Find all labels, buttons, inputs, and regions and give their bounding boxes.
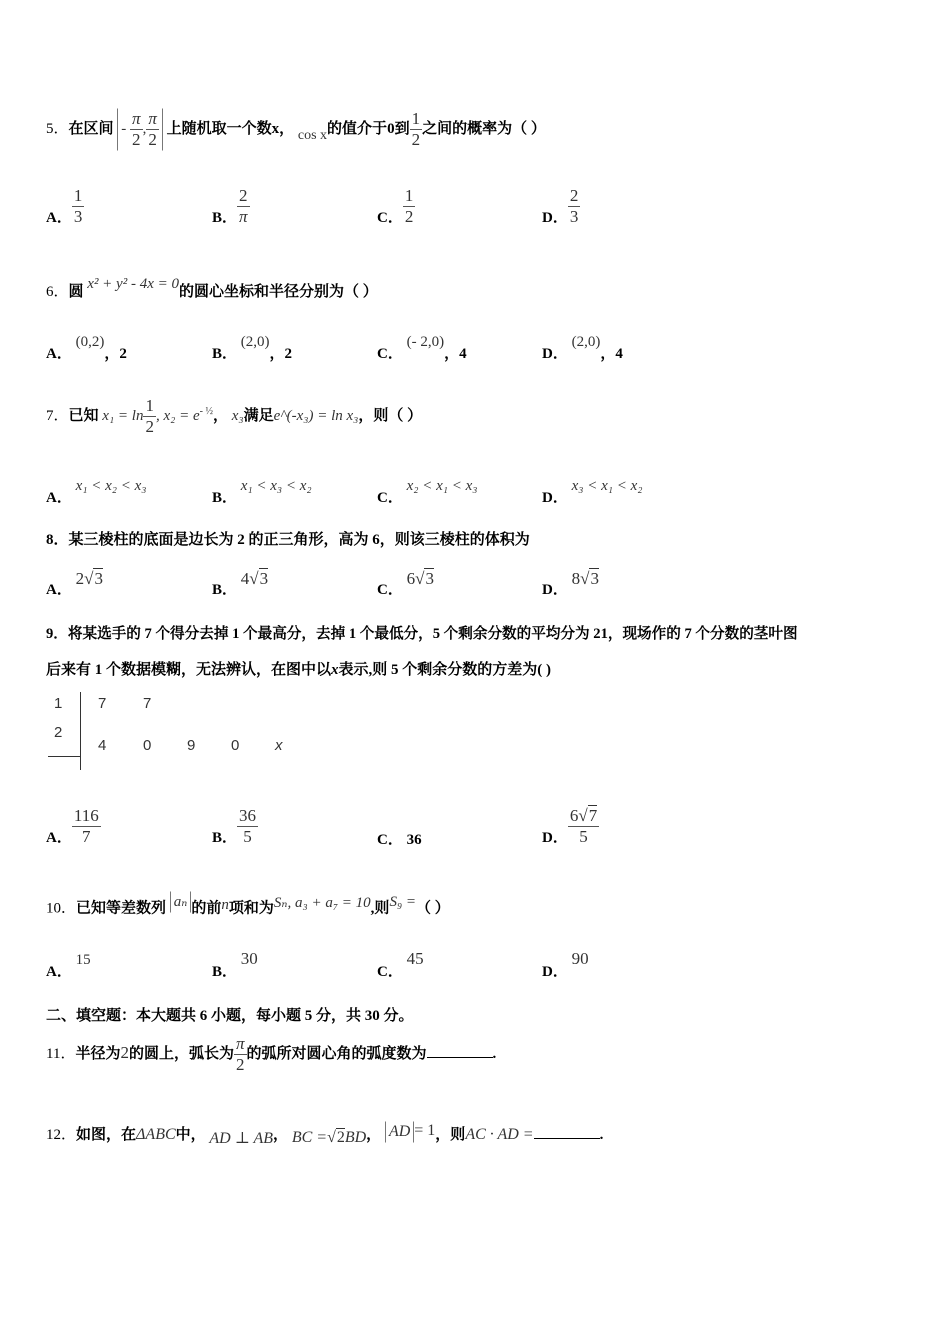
sum-condition: Sₙ, a₃ + a₇ = 10 [273, 895, 371, 912]
q12-pre: 如图，在 [76, 1127, 137, 1143]
option-label: A． [46, 346, 72, 362]
q10-post2: 项和为 [228, 900, 274, 917]
option-b[interactable] [212, 948, 258, 980]
numerator: 36 [239, 806, 257, 825]
option-d[interactable] [542, 806, 599, 847]
question-8: 8．某三棱柱的底面是边长为 2 的正三角形，高为 6，则该三棱柱的体积为 [46, 532, 530, 548]
q10-post1: 的前 [191, 900, 222, 917]
option-label: A． [46, 829, 72, 846]
stem-leaf-plot [46, 692, 306, 772]
denominator: 2 [146, 129, 159, 150]
coefficient: 2 [75, 569, 85, 588]
question-12 [46, 1124, 603, 1147]
option-label: B． [212, 964, 238, 980]
option-label: A． [46, 209, 72, 226]
leaf: 0 [143, 737, 152, 754]
q7-sat: 满足 [243, 407, 274, 424]
q12-then: ，则 [435, 1127, 466, 1143]
x2-exponent: - ½ [199, 405, 213, 417]
numerator: π [148, 109, 157, 128]
option-d[interactable] [542, 568, 599, 598]
option-label: C． [377, 832, 403, 848]
option-label: D． [542, 582, 568, 598]
option-b[interactable] [212, 186, 250, 227]
numerator: 6√7 [569, 806, 598, 825]
numerator: 1 [145, 396, 154, 415]
numerator: 116 [73, 806, 99, 825]
radius: ，2 [269, 346, 293, 362]
option-c[interactable] [377, 186, 415, 227]
denominator: 2 [411, 130, 421, 149]
option-label: C． [377, 490, 403, 506]
q12-ad-eq: = 1 [414, 1122, 436, 1139]
fraction [143, 396, 156, 437]
coordinate: (2,0) [571, 334, 601, 350]
stem-divider [80, 692, 81, 770]
perpendicular: AD ⊥ AB [209, 1130, 274, 1147]
q10-pre: 已知等差数列 [76, 900, 167, 917]
numerator: π [132, 109, 141, 128]
q7-comma: ， [212, 407, 228, 424]
option-value: 36 [406, 832, 422, 848]
stem-underline [48, 756, 80, 757]
option-d[interactable] [542, 330, 623, 362]
numerator: 1 [73, 186, 83, 205]
sqrt-sign: √ [327, 1129, 336, 1146]
option-label: A． [46, 964, 72, 980]
q12-bd: BD [344, 1129, 367, 1146]
coordinate: (0,2) [75, 334, 105, 350]
comma: , [142, 120, 147, 137]
option-d[interactable] [542, 948, 589, 980]
denominator: 2 [145, 417, 154, 436]
coefficient: 8 [571, 569, 581, 588]
q10-post4: （ ） [416, 900, 450, 917]
fraction [72, 806, 101, 847]
question-6 [46, 276, 378, 302]
option-value: 45 [406, 949, 424, 968]
fraction [403, 186, 416, 227]
fraction [234, 1034, 247, 1075]
q12-mid1: 中， [175, 1127, 206, 1143]
sequence: aₙ [170, 891, 192, 913]
q9-line2-a: 后来有 1 个数据模糊，无法辨认，在图中以 [46, 662, 332, 678]
fraction [237, 186, 250, 227]
cos-expr: cos x [297, 127, 328, 143]
fraction [130, 109, 143, 150]
option-label: C． [377, 964, 403, 980]
option-label: C． [377, 582, 403, 598]
q5-post1: 的值介于 [327, 120, 388, 137]
leaf: 7 [143, 695, 152, 712]
option-label: A． [46, 582, 72, 598]
option-d[interactable] [542, 474, 643, 506]
x1-expr: x₁ = ln [102, 407, 144, 424]
coordinate: (2,0) [240, 334, 270, 350]
q6-post: 的圆心坐标和半径分别为（ ） [179, 284, 378, 300]
order-expr: x₁ < x₂ < x₃ [75, 478, 147, 494]
radicand: 3 [259, 569, 269, 588]
coordinate: (- 2,0) [406, 334, 445, 350]
section-heading: 二、填空题：本大题共 6 小题，每小题 5 分，共 30 分。 [46, 1008, 414, 1024]
stem-2: 2 [54, 724, 63, 741]
x3-var: x₃ [231, 407, 244, 424]
denominator: 2 [130, 129, 143, 150]
fraction [568, 806, 599, 847]
option-c[interactable] [377, 568, 434, 598]
option-label: D． [542, 829, 568, 846]
option-c[interactable] [377, 330, 467, 362]
circle-equation: x² + y² - 4x = 0 [87, 276, 179, 292]
question-10 [46, 894, 450, 920]
radicand: 3 [425, 569, 434, 588]
denominator: 5 [237, 826, 258, 847]
numerator: 1 [411, 109, 421, 128]
option-value: 15 [75, 952, 91, 968]
option-label: D． [542, 346, 568, 362]
leaf-unknown: x [275, 737, 283, 754]
sqrt-sign: √ [84, 569, 94, 588]
option-a[interactable] [46, 330, 127, 362]
q9-line2-x: x [331, 662, 339, 678]
option-label: D． [542, 209, 568, 226]
question-number: 12． [46, 1127, 77, 1143]
fraction [568, 186, 581, 227]
radicand: 3 [590, 569, 599, 588]
leaf: 7 [98, 695, 107, 712]
numerator: 2 [569, 186, 579, 205]
option-label: D． [542, 490, 568, 506]
radius: ，2 [104, 346, 127, 362]
question-11 [46, 1034, 496, 1075]
x2-expr: , x₂ = e [155, 407, 200, 424]
coefficient: 6 [569, 806, 579, 825]
dot-product: AC · AD = [465, 1126, 534, 1143]
s9-expr: S₉ = [389, 894, 417, 911]
denominator: 5 [568, 826, 599, 847]
option-label: B． [212, 490, 238, 506]
q12-bc: BC = [291, 1129, 328, 1146]
x3-equation: e^(-x₃) = ln x₃ [273, 407, 359, 424]
denominator: 2 [404, 207, 414, 226]
option-c[interactable] [377, 828, 422, 849]
numerator: 2 [239, 186, 248, 205]
question-number: 10． [46, 900, 77, 917]
sqrt-sign: √ [249, 569, 259, 588]
option-a[interactable] [46, 474, 147, 506]
denominator: 7 [72, 826, 101, 847]
option-a[interactable] [46, 568, 103, 598]
q12-c2: ， [366, 1127, 382, 1143]
question-number: 5． [46, 120, 69, 137]
radius: ，4 [444, 346, 467, 362]
answer-blank[interactable] [534, 1124, 600, 1139]
leaf: 9 [187, 737, 196, 754]
option-a[interactable] [46, 948, 91, 980]
q5-to: 到 [394, 120, 410, 137]
option-label: B． [212, 209, 238, 226]
question-9-line1: 9．将某选手的 7 个得分去掉 1 个最高分，去掉 1 个最低分，5 个剩余分数的平均分为 21，现场作的 7 个分数的茎叶图 [46, 626, 798, 642]
option-value: 30 [240, 949, 258, 968]
denominator: 2 [234, 1054, 247, 1075]
option-c[interactable] [377, 474, 478, 506]
numerator: 1 [404, 186, 414, 205]
stem-1: 1 [54, 695, 63, 712]
q11-end: . [492, 1045, 497, 1062]
fraction [146, 109, 159, 150]
option-label: A． [46, 490, 72, 506]
fraction [72, 186, 85, 227]
q10-n: n [221, 897, 229, 914]
option-label: B． [212, 829, 238, 846]
numerator: π [235, 1034, 245, 1053]
option-b[interactable] [212, 330, 293, 362]
sqrt-sign: √ [415, 569, 425, 588]
option-label: B． [212, 346, 238, 362]
question-number: 7． [46, 407, 69, 424]
q6-pre: 圆 [68, 284, 84, 300]
q5-post2: 之间的概率为（ ） [422, 120, 546, 137]
q9-line2-b: 表示,则 5 个剩余分数的方差为( ) [338, 662, 552, 678]
order-expr: x₃ < x₁ < x₂ [571, 478, 643, 494]
q11-pre: 半径为 [75, 1045, 121, 1062]
q12-c1: ， [273, 1127, 289, 1143]
interval [117, 108, 163, 151]
coefficient: 6 [406, 569, 416, 588]
q10-post3: ,则 [370, 900, 390, 917]
q12-sqrt: 2 [336, 1129, 345, 1146]
coefficient: 4 [240, 569, 250, 588]
option-a[interactable] [46, 186, 84, 227]
q5-zero: 0 [387, 120, 395, 137]
radius: ，4 [600, 346, 623, 362]
option-b[interactable] [212, 806, 258, 847]
q11-mid: 的圆上，弧长为 [128, 1045, 234, 1062]
question-number: 6． [46, 284, 69, 300]
minus-sign: - [121, 120, 127, 137]
denominator: π [239, 207, 248, 226]
option-c[interactable] [377, 948, 424, 980]
q5-var: x， [271, 120, 295, 137]
q7-pre: 已知 [68, 407, 99, 424]
option-label: C． [377, 346, 403, 362]
question-number: 11． [46, 1045, 76, 1062]
option-a[interactable] [46, 806, 101, 847]
option-b[interactable] [212, 474, 312, 506]
q5-mid: 上随机取一个数 [166, 120, 272, 137]
triangle: ΔABC [136, 1126, 176, 1143]
radicand: 3 [94, 569, 103, 588]
q11-post: 的弧所对圆心角的弧度数为 [246, 1045, 427, 1062]
sqrt-sign: √ [580, 569, 590, 588]
question-5 [46, 108, 546, 151]
q12-end: . [599, 1127, 604, 1143]
option-label: B． [212, 582, 238, 598]
order-expr: x₁ < x₃ < x₂ [240, 478, 312, 494]
question-9-line2 [46, 660, 551, 680]
option-d[interactable] [542, 186, 580, 227]
answer-blank[interactable] [427, 1043, 493, 1058]
fraction [410, 109, 423, 150]
question-7 [46, 396, 422, 437]
option-value: 90 [571, 949, 589, 968]
fraction [237, 806, 258, 847]
q5-pre: 在区间 [68, 120, 114, 137]
option-label: C． [377, 209, 403, 226]
vector-norm: AD [385, 1121, 414, 1143]
q7-post: ，则（ ） [358, 407, 423, 424]
option-label: D． [542, 964, 568, 980]
q11-r: 2 [120, 1042, 129, 1062]
leaf: 0 [231, 737, 240, 754]
denominator: 3 [569, 207, 579, 226]
option-b[interactable] [212, 568, 269, 598]
denominator: 3 [73, 207, 83, 226]
radicand: 7 [588, 806, 598, 825]
leaf: 4 [98, 737, 107, 754]
order-expr: x₂ < x₁ < x₃ [406, 478, 478, 494]
